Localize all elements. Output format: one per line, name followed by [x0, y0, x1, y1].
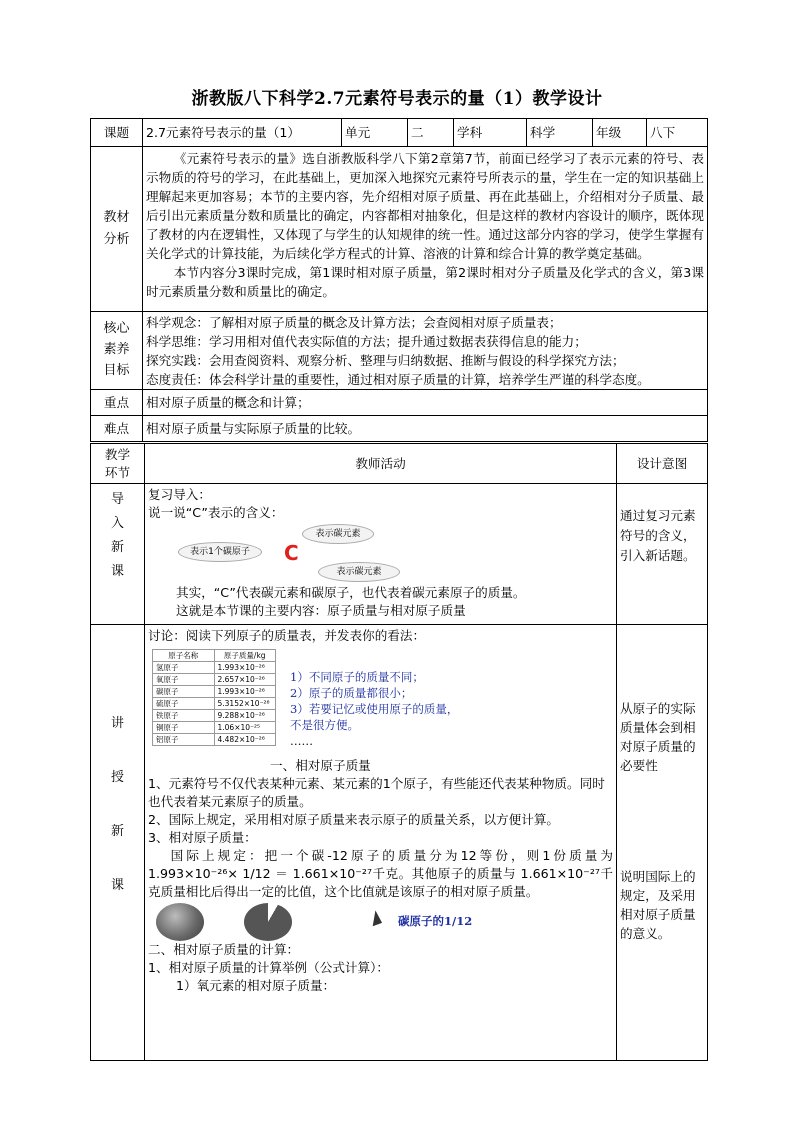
teacher-activity-header: 教师活动: [145, 444, 617, 484]
section-1-point-2: 2、国际上规定，采用相对原子质量来表示原子的质量关系，以方便计算。: [148, 812, 560, 827]
section-1-definition: 国际上规定：把一个碳-12原子的质量分为12等份，则1份质量为 1.993×10⁻²⁶× 1/12 ＝ 1.661×10⁻²⁷千克。其他原子的质量与 1.661×10⁻²⁷千克质量相比后得出一定的比值，这个比值就是该原子的相对原子质量。: [148, 848, 613, 899]
intro-question: 说一说“C”表示的含义：: [148, 505, 284, 520]
topic-label: 课题: [91, 119, 143, 147]
atom-mass-table: 原子名称 原子质量/kg 氢原子 1.993×10⁻²⁶ 氧原子 2.657×10⁻²⁶ 碳原子 1.993×10⁻²⁶ 硫原子 5.3152×10⁻²⁶ 铁原子 9.288×10⁻²⁶ 铜原子 1.06×10⁻²⁵ 铝原子 4.482×10⁻²⁶: [152, 649, 276, 746]
literacy-line: 科学思维：学习用相对值代表实际值的方法；提升通过数据表获得信息的能力；: [146, 333, 587, 349]
literacy-label: 核心素养目标: [91, 312, 143, 390]
section-1-heading: 一、相对原子质量: [270, 758, 371, 773]
slice-icon: [368, 910, 382, 927]
analysis-paragraph-2: 本节内容分3课时完成，第1课时相对原子质量，第2课时相对分子质量及化学式的含义，第3课时元素质量分数和质量比的确定。: [146, 265, 704, 299]
analysis-label: 教材分析: [91, 147, 143, 312]
difficulty-text: 相对原子质量与实际原子质量的比较。: [143, 416, 708, 442]
atom-views: 1）不同原子的质量不同； 2）原子的质量都很小； 3）若要记忆或使用原子的质量， 不是很方便。 ……: [290, 670, 459, 748]
discuss-prompt: 讨论：阅读下列原子的质量表，并发表你的看法：: [148, 628, 426, 643]
topic-value: 2.7元素符号表示的量（1）: [143, 119, 342, 147]
page-title: 浙教版八下科学2.7元素符号表示的量（1）教学设计: [191, 89, 603, 109]
literacy-line: 科学观念：了解相对原子质量的概念及计算方法；会查阅相对原子质量表；: [146, 314, 562, 330]
lecture-intent-2: 说明国际上的规定，及采用相对原子质量的意义。: [620, 869, 696, 941]
lecture-stage-label: 讲授新课: [91, 625, 145, 1061]
literacy-line: 态度责任：体会科学计量的重要性，通过相对原子质量的计算，培养学生严谨的科学态度。: [146, 371, 650, 387]
key-point-label: 重点: [91, 390, 143, 416]
carbon-twelfth-label: 碳原子的1/12: [398, 914, 473, 928]
grade-value: 八下: [647, 119, 708, 147]
bubble-carbon-element: 表示碳元素: [302, 524, 374, 544]
literacy-line: 探究实践：会用查阅资料、观察分析、整理与归纳数据、推断与假设的科学探究方法；: [146, 352, 625, 368]
subject-label: 学科: [454, 119, 527, 147]
design-intent-header: 设计意图: [617, 444, 708, 484]
intro-topic: 这就是本节课的主要内容：原子质量与相对原子质量: [176, 603, 466, 618]
section-2-point-2: 1）氧元素的相对原子质量：: [176, 978, 336, 993]
intro-stage-label: 导入新课: [91, 484, 145, 625]
bubble-carbon-atom: 表示1个碳原子: [178, 542, 262, 562]
lecture-intent-1: 从原子的实际质量体会到相对原子质量的必要性: [620, 701, 696, 773]
intro-intent: 通过复习元素符号的含义，引入新话题。: [617, 484, 708, 625]
carbon-atom-image: [156, 903, 204, 941]
info-table: [90, 118, 708, 442]
stage-header: 教学环节: [91, 444, 145, 484]
section-1-point-1: 1、元素符号不仅代表某种元素、某元素的1个原子，有些能还代表某种物质。同时也代表着某元素原子的质量。: [148, 776, 605, 809]
subject-value: 科学: [527, 119, 593, 147]
intro-review: 复习导入：: [148, 487, 211, 502]
unit-value: 二: [408, 119, 454, 147]
analysis-paragraph-1: 《元素符号表示的量》选自浙教版科学八下第2章第7节，前面已经学习了表示元素的符号、表示物质的符号的学习，在此基础上，更加深入地探究元素符号所表示的量，学生在一定的知识基础上理解起来更加容易；本节的主要内容，先介绍相对原子质量、再在此基础上，介绍相对分子质量、最后引出元素质量分数和质量比的确定，内容都相对抽象化，但是这样的教材内容设计的顺序，既体现了教材的内在逻辑性，又体现了与学生的认知规律的统一性。通过这部分内容的学习，使学生掌握有关化学式的计算技能，为后续化学方程式的计算、溶液的计算和综合计算的教学奠定基础。: [146, 151, 704, 261]
carbon-symbol: C: [284, 541, 299, 565]
bubble-carbon-element-2: 表示碳元素: [318, 562, 400, 582]
unit-label: 单元: [342, 119, 408, 147]
carbon-atom-sliced-image: [244, 903, 292, 941]
section-2-heading: 二、相对原子质量的计算：: [148, 942, 300, 957]
process-table: [90, 443, 708, 1061]
key-point-text: 相对原子质量的概念和计算；: [143, 390, 708, 416]
section-1-point-3: 3、相对原子质量：: [148, 830, 257, 845]
difficulty-label: 难点: [91, 416, 143, 442]
section-2-point-1: 1、相对原子质量的计算举例（公式计算）：: [148, 960, 389, 975]
intro-explain: 其实，“C”代表碳元素和碳原子，也代表着碳元素原子的质量。: [176, 585, 526, 600]
grade-label: 年级: [593, 119, 647, 147]
